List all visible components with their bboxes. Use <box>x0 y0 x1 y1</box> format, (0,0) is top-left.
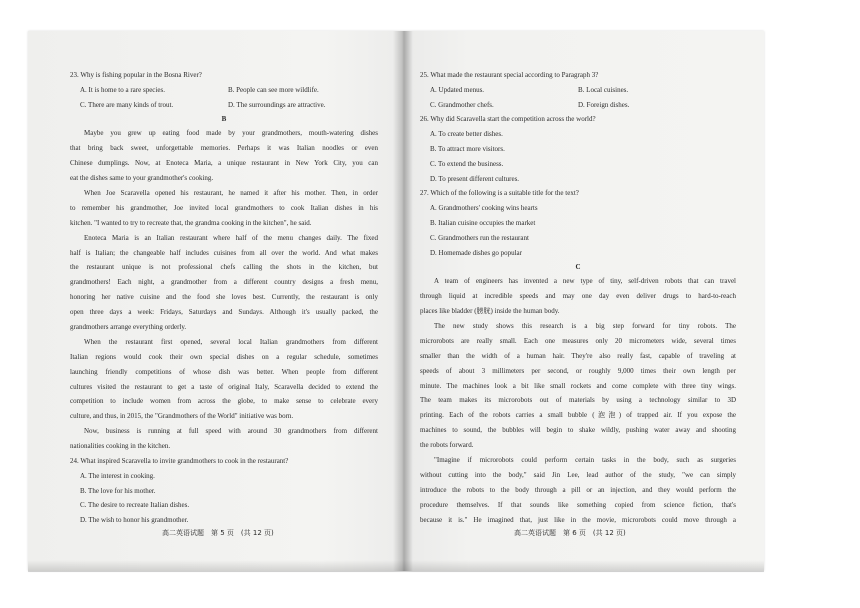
passage-line: open three days a week: Fridays, Saturdays and Sundays. Although it's usually packed, the <box>70 308 378 317</box>
section-heading-b: B <box>221 115 227 124</box>
passage-line: Maybe you grew up eating food made by your grandmothers, mouth-watering dishes <box>84 129 378 138</box>
passage-line: procedure themselves. If that sounds like something copied from science fiction, that's <box>420 500 736 509</box>
passage-line: cultures visited the restaurant to get a taste of original Italy, Scaravella decided to extend the <box>70 382 378 391</box>
options-row <box>420 83 736 98</box>
option-b: B. To attract more visitors. <box>430 144 505 153</box>
page-binding-shadow <box>393 31 413 571</box>
passage-line: grandmothers arrange everything orderly. <box>70 322 187 331</box>
passage-line: The new study shows this research is a big step forward for tiny robots. The <box>434 322 736 331</box>
passage-line: minute. The machines look a bit like small rockets and come complete with three tiny wings. <box>420 381 736 390</box>
option-a: A. Updated menus. <box>430 85 485 94</box>
passage-line: the robots forward. <box>420 441 474 450</box>
option-b: B. People can see more wildlife. <box>228 85 319 94</box>
passage-line: eat the dishes same to your grandmother's cooking. <box>70 174 214 183</box>
passage-line: nationalities cooking in the kitchen. <box>70 442 171 451</box>
option-c: C. Grandmother chefs. <box>430 100 494 109</box>
passage-line: printing. Each of the robots carries a small bubble (泡泡) of trapped air. If you expose the <box>420 411 736 420</box>
option-d: D. To present different cultures. <box>430 174 520 183</box>
passage-line: speeds of about 3 millimeters per second, or roughly 9,000 times their own length per <box>420 366 736 375</box>
option-b: B. Local cuisines. <box>578 85 629 94</box>
option-c: C. The desire to recreate Italian dishes. <box>80 501 190 510</box>
question-24: 24. What inspired Scaravella to invite grandmothers to cook in the restaurant? <box>70 456 289 465</box>
passage-line: "Imagine if microrobots could perform certain tasks in the body, such as surgeries <box>434 456 736 465</box>
passage-line: Italian regions would cook their own special dishes on a regular schedule, sometimes <box>70 352 378 361</box>
passage-line: microrobots are really small. Each one measures only 20 micrometers wide, several times <box>420 336 736 345</box>
passage-line: culture, and thus, in 2015, the "Grandmothers of the World" initiative was born. <box>70 412 294 421</box>
option-b: B. Italian cuisine occupies the market <box>430 218 536 227</box>
passage-line: Now, business is running at full speed with around 30 grandmothers from different <box>84 427 378 436</box>
question-23: 23. Why is fishing popular in the Bosna River? <box>70 71 202 79</box>
passage-line: places like bladder (膀胱) inside the human body. <box>420 307 560 316</box>
passage-c <box>420 274 736 527</box>
options-row <box>70 83 378 98</box>
passage-line: without cutting into the body," said Jin Lee, lead author of the study, "we can simply <box>420 470 736 479</box>
option-b: B. The love for his mother. <box>80 486 156 495</box>
passage-b <box>70 126 378 454</box>
option-c: C. There are many kinds of trout. <box>80 100 174 109</box>
passage-line: Chinese dumplings. Now, at Enoteca Maria, a unique restaurant in New York City, you can <box>70 159 378 168</box>
left-page <box>70 68 378 528</box>
option-d: D. Foreign dishes. <box>578 100 630 109</box>
option-d: D. The wish to honor his grandmother. <box>80 516 189 525</box>
page-footer: 高二英语试题 第 5 页 (共 12 页) <box>162 529 274 537</box>
passage-line: When Joe Scaravella opened his restaurant, he named it after his mother. Then, in order <box>84 188 378 197</box>
question-27: 27. Which of the following is a suitable title for the text? <box>420 189 579 198</box>
option-a: A. Grandmothers' cooking wins hearts <box>430 204 538 213</box>
paper-bottom-shadow <box>28 560 764 572</box>
passage-line: machines to sound, the bubbles will begin to shake wildly, pushing water away and shooting <box>420 426 736 435</box>
passage-line: grandmothers! Each night, a grandmother from a different country designs a fresh menu, <box>70 278 378 287</box>
options-row <box>420 98 736 113</box>
passage-line: launching friendly competitions of whose dish was better. When people from different <box>70 367 378 376</box>
passage-line: because it is." He imagined that, just like in the movie, microrobots could move through a <box>420 515 736 524</box>
option-d: D. Homemade dishes go popular <box>430 248 522 257</box>
options-row <box>70 98 378 113</box>
passage-line: to remember his grandmother, Joe invited local grandmothers to cook Italian dishes in his <box>70 203 378 212</box>
passage-line: The team makes its microrobots out of materials by using a technology similar to 3D <box>420 396 736 405</box>
passage-line: kitchen. "I wanted to try to recreate that, the grandma cooking in the kitchen", he said. <box>70 218 312 227</box>
passage-line: Enoteca Maria is an Italian restaurant where half of the menu changes daily. The fixed <box>84 233 378 242</box>
question-25: 25. What made the restaurant special according to Paragraph 3? <box>420 71 599 79</box>
passage-line: the restaurant unique is not professional chefs calling the shots in the kitchen, but <box>70 263 378 272</box>
passage-line: that bring back sweet, unforgettable memories. Perhaps it was Italian noodles or even <box>70 144 378 153</box>
passage-line: smaller than the width of a human hair. They're also really fast, capable of traveling at <box>420 351 736 360</box>
section-heading-c: C <box>575 263 581 272</box>
passage-line: through liquid at incredible speeds and may one day even deliver drugs to hard-to-reach <box>420 292 736 301</box>
question-26: 26. Why did Scaravella start the competition across the world? <box>420 115 596 124</box>
passage-line: honoring her native cuisine and the food she loves best. Currently, the restaurant is only <box>70 293 378 302</box>
passage-line: half is Italian; the changeable half includes cuisines from all over the world. And what makes <box>70 248 378 257</box>
passage-line: competition to include women from across the globe, to make sense to celebrate every <box>70 397 378 406</box>
option-c: C. Grandmothers run the restaurant <box>430 233 529 242</box>
page-footer: 高二英语试题 第 6 页 (共 12 页) <box>514 529 626 537</box>
option-d: D. The surroundings are attractive. <box>228 100 326 109</box>
option-c: C. To extend the business. <box>430 159 504 168</box>
passage-line: introduce the robots to the body through a pill or an injection, and they would perform the <box>420 485 736 494</box>
passage-line: A team of engineers has invented a new type of tiny, self-driven robots that can travel <box>434 277 736 286</box>
passage-line: When the restaurant first opened, several local Italian grandmothers from different <box>84 337 378 346</box>
right-page <box>420 68 736 528</box>
option-a: A. To create better dishes. <box>430 130 503 139</box>
option-a: A. The interest in cooking. <box>80 471 155 480</box>
option-a: A. It is home to a rare species. <box>80 85 165 94</box>
